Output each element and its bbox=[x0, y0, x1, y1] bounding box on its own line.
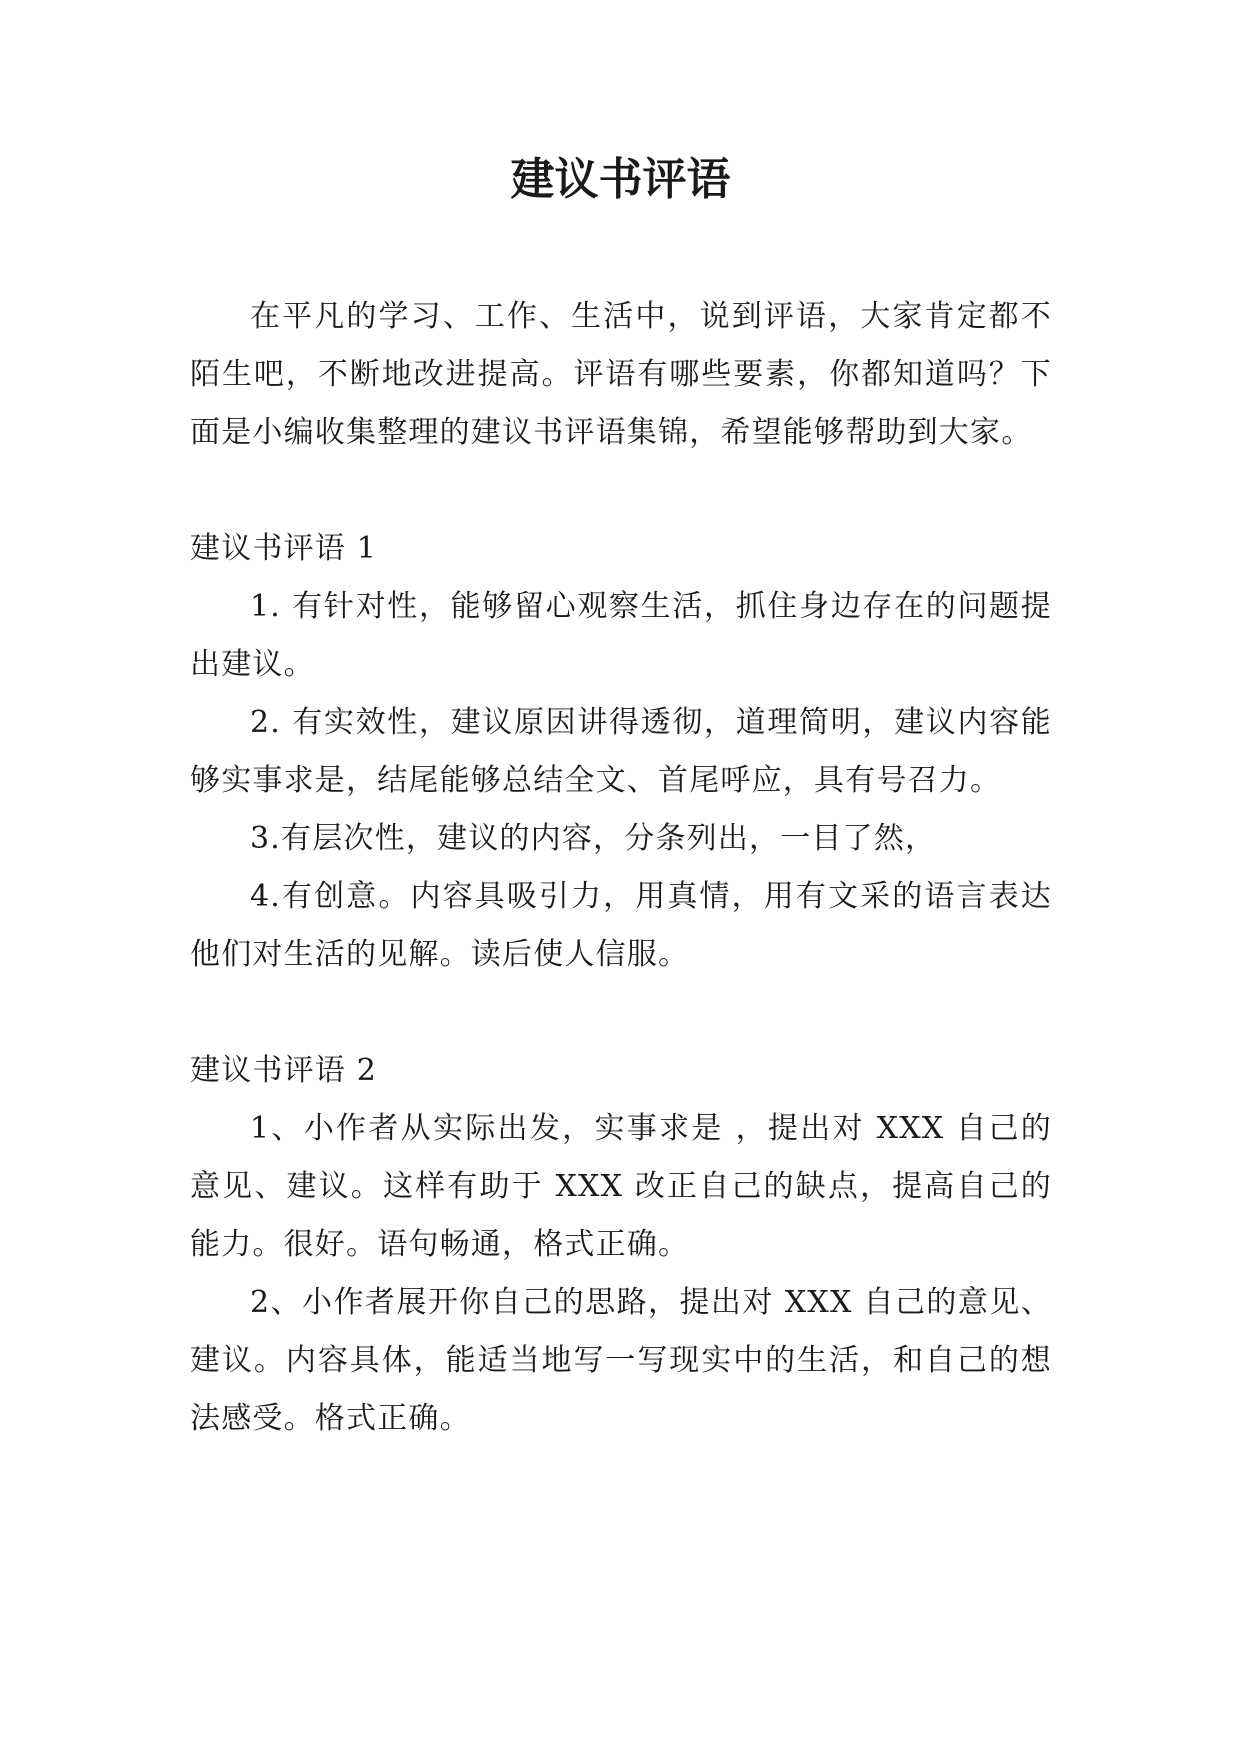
document-title: 建议书评语 bbox=[510, 154, 731, 205]
spacer bbox=[190, 462, 1052, 520]
comment-item: 3.有层次性，建议的内容，分条列出，一目了然， bbox=[250, 821, 937, 856]
comment-item: 1. 有针对性，能够留心观察生活，抓住身边存在的问题提出建议。 bbox=[190, 589, 1052, 682]
spacer bbox=[190, 984, 1052, 1042]
comment-item: 2、小作者展开你自己的思路，提出对 XXX 自己的意见、建议。内容具体，能适当地写一写现实中的生活，和自己的想法感受。格式正确。 bbox=[190, 1285, 1052, 1436]
comment-item: 1、小作者从实际出发，实事求是 ，提出对 XXX 自己的意见、建议。这样有助于 XXX 改正自己的缺点，提高自己的能力。很好。语句畅通，格式正确。 bbox=[190, 1111, 1052, 1262]
intro-paragraph: 在平凡的学习、工作、生活中，说到评语，大家肯定都不陌生吧，不断地改进提高。评语有哪些要素，你都知道吗？下面是小编收集整理的建议书评语集锦，希望能够帮助到大家。 bbox=[190, 299, 1052, 450]
comment-item: 2. 有实效性，建议原因讲得透彻，道理简明，建议内容能够实事求是，结尾能够总结全文、首尾呼应，具有号召力。 bbox=[190, 705, 1052, 798]
section-heading: 建议书评语 2 bbox=[190, 1053, 378, 1088]
comment-item: 4.有创意。内容具吸引力，用真情，用有文采的语言表达他们对生活的见解。读后使人信服。 bbox=[190, 879, 1052, 972]
document-body bbox=[190, 288, 1052, 1448]
section-heading: 建议书评语 1 bbox=[190, 531, 378, 566]
